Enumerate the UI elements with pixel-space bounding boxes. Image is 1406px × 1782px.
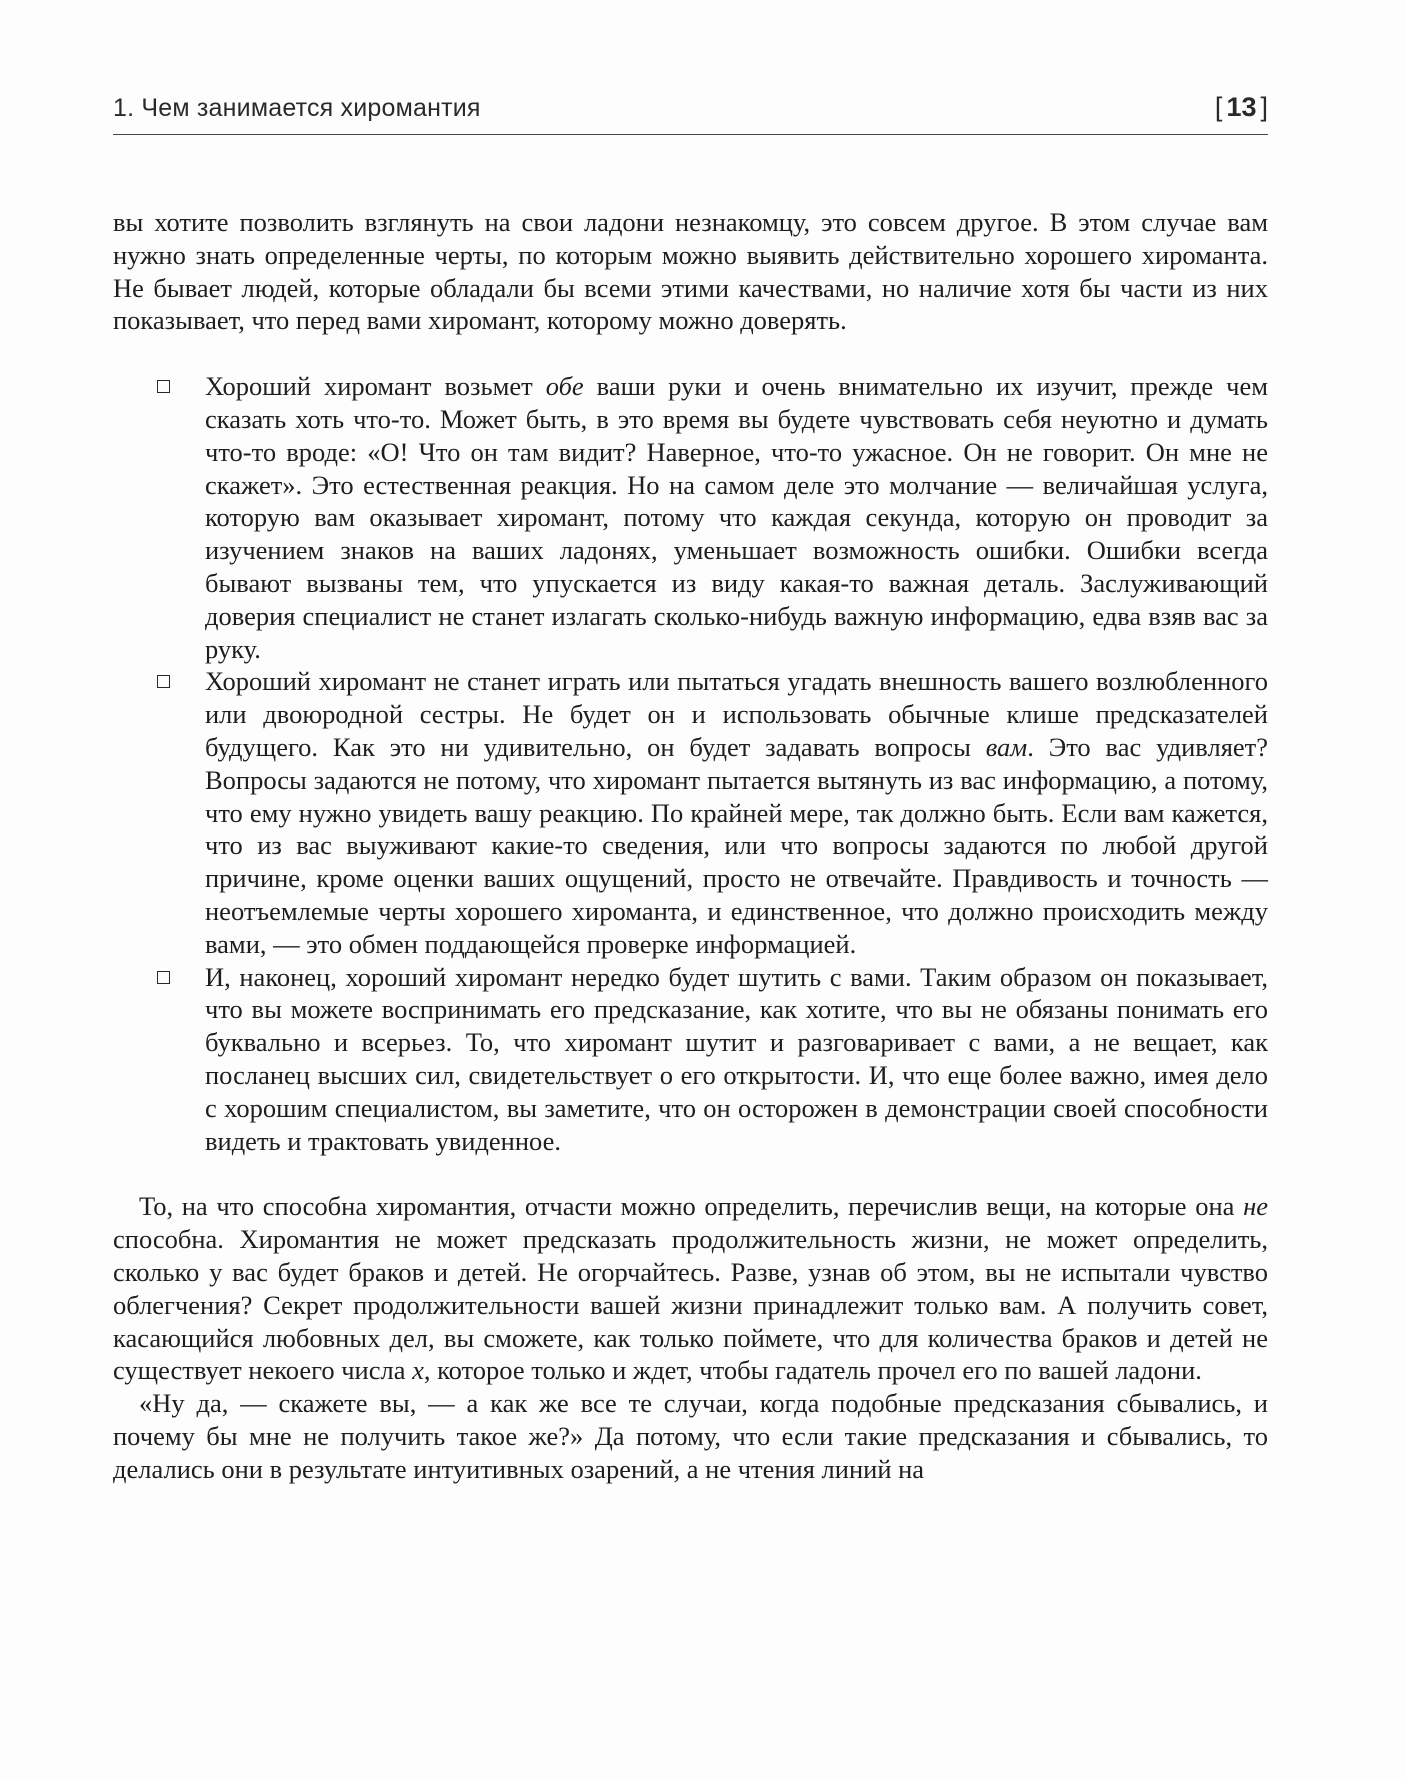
emphasis: не (1243, 1191, 1268, 1222)
paragraph-predictions: «Ну да, — скажете вы, — а как же все те случаи, когда подобные предсказания сбывались, и почему бы мне не получить такое же?» Да потому, что если такие предсказания и сбывались, то делались они в результате интуитивных озарений, а не чтения линий на (113, 1388, 1268, 1484)
checkbox-bullet-icon (157, 971, 170, 984)
list-item (113, 370, 1268, 665)
emphasis: x (412, 1355, 424, 1386)
chapter-title: 1. Чем занимается хиромантия (113, 94, 481, 122)
list-item (113, 961, 1268, 1158)
list-item-text: Хороший хиромант возьмет обе ваши руки и очень внимательно их изучит, прежде чем сказать хоть что-то. Может быть, в это время вы будете чувствовать себя неуютно и думать что-то вроде: «О! Что он там видит? Наверное, что-то ужасное. Он не говорит. Он мне не скажет». Это естественная реакция. Но на самом деле это молчание — величайшая услуга, которую вам оказывает хиромант, потому что каждая секунда, которую он проводит за изучением знаков на ваших ладонях, уменьшает возможность ошибки. Ошибки всегда бывают вызваны тем, что упускается из виду какая-то важная деталь. Заслуживающий доверия специалист не станет излагать сколько-нибудь важную информацию, едва взяв вас за руку. (205, 371, 1268, 664)
list-item (113, 665, 1268, 960)
emphasis: обе (545, 371, 584, 402)
emphasis: вам (985, 731, 1028, 762)
checkbox-bullet-icon (157, 380, 170, 393)
page-number-value: 13 (1226, 92, 1257, 122)
page-number (1215, 92, 1268, 123)
palmist-traits-list (113, 370, 1268, 1157)
bracket-close: ] (1260, 92, 1268, 122)
list-item-text: Хороший хиромант не станет играть или пытаться угадать внешность вашего возлюбленного или двоюродной сестры. Не будет он и использовать обычные клише предсказателей будущего. Как это ни удивительно, он будет задавать вопросы вам. Это вас удивляет? Вопросы задаются не потому, что хиромант пытается вытянуть из вас информацию, а потому, что ему нужно увидеть вашу реакцию. По крайней мере, так должно быть. Если вам кажется, что из вас выуживают какие-то сведения, или что вопросы задаются по любой другой причине, кроме оценки ваших ощущений, просто не отвечайте. Правдивость и точность — неотъемлемые черты хорошего хироманта, и единственное, что должно происходить между вами, — это обмен поддающейся проверке информацией. (205, 666, 1268, 959)
intro-paragraph: вы хотите позволить взглянуть на свои ладони незнакомцу, это совсем другое. В этом случае вам нужно знать определенные черты, по которым можно выявить действительно хорошего хироманта. Не бывает людей, которые обладали бы всеми этими качествами, но наличие хотя бы части из них показывает, что перед вами хиромант, которому можно доверять. (113, 207, 1268, 336)
body-text (113, 206, 1268, 1485)
bracket-open: [ (1214, 92, 1223, 122)
paragraph-limits: То, на что способна хиромантия, отчасти можно определить, перечислив вещи, на которые она не способна. Хиромантия не может предсказать продолжительность жизни, не может определить, сколько у вас будет браков и детей. Не огорчайтесь. Разве, узнав об этом, вы не испытали чувство облегчения? Секрет продолжительности вашей жизни принадлежит только вам. А получить совет, касающийся любовных дел, вы сможете, как только поймете, что для количества браков и детей не существует некоего числа x, которое только и ждет, чтобы гадатель прочел его по вашей ладони. (113, 1191, 1268, 1386)
checkbox-bullet-icon (157, 675, 170, 688)
list-item-text: И, наконец, хороший хиромант нередко будет шутить с вами. Таким образом он показывает, что вы можете воспринимать его предсказание, как хотите, что вы не обязаны понимать его буквально и всерьез. То, что хиромант шутит и разговаривает с вами, а не вещает, как посланец высших сил, свидетельствует о его открытости. И, что еще более важно, имея дело с хорошим специалистом, вы заметите, что он осторожен в демонстрации своей способности видеть и трактовать увиденное. (205, 961, 1268, 1156)
running-header (113, 88, 1268, 135)
